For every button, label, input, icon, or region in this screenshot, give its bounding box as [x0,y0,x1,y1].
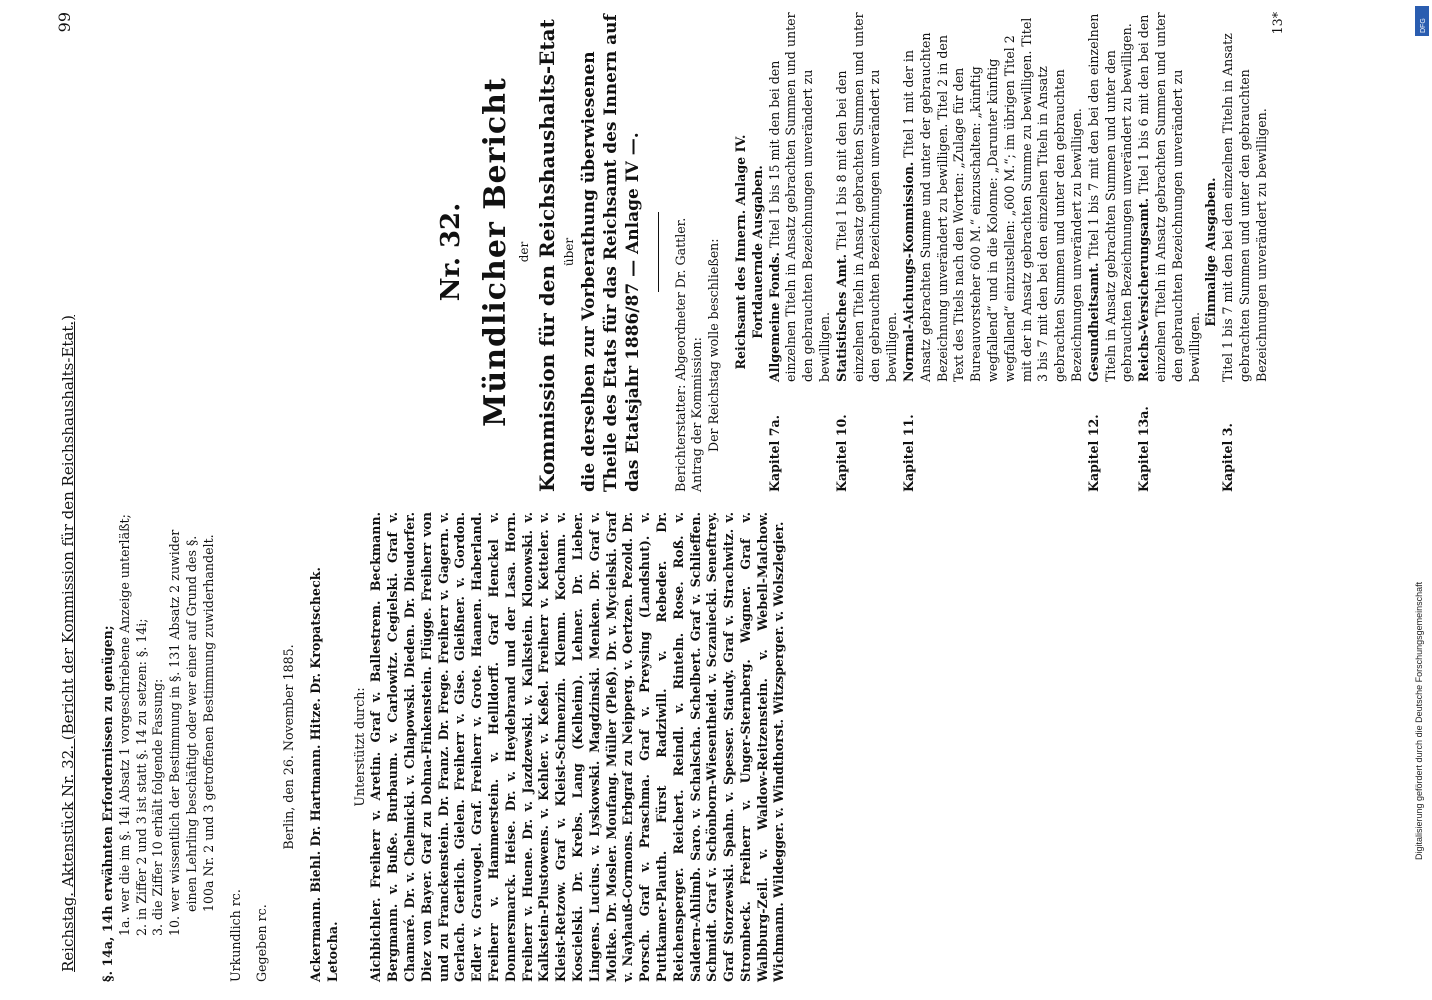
commission-title: Kommission für den Reichshaushalts-Etat [534,19,559,492]
reporter: Berichterstatter: Abgeordneter Dr. Gattler. [672,217,688,492]
item-1a: 1a. wer die im §. 14i Absatz 1 vorgeschriebene Anzeige unterläßt; [116,514,132,936]
supporters-list: Aichbichler. Freiherr v. Aretin. Graf v. Ballestrem. Beckmann. Bergmann. v. Buße. Burbaum. v. Carlowitz. Cegielski. Graf v. Chamaré. Dr. v. Chelmicki. v. Chlapowski. Dieden. Dr. Dieudorfer. Diez von Bayer. Graf zu Dohna-Finkenstein. Flügge. Freiherr von und zu Franckenstein. Dr. Franz. Dr. Frege. Freiherr v. Gagern. v. Gerlach. Gerlich. Gielen. Freiherr v. Gise. Gleißner. v. Gordon. Edler v. Grauvogel. Graf. Freiherr v. Grote. Haanen. Haberland. Freiherr v. Hammerstein. v. Hellldorff. Graf Henckel v. Donnersmarck. Heise. Dr. v. Heydebrand und der Lasa. Horn. Freiherr v. Huene. Dr. v. Jazdzewski. v. Kalkstein. Klonowski. v. Kalkstein-Plustowens. v. Kehler. v. Keßel. Freiherr v. Ketteler. v. Kleist-Retzow. Graf v. Kleist-Schmenzin. Klemm. Kochann. v. Koscielski. Dr. Krebs. Lang (Kelheim). Lehner. Dr. Lieber. Lingens. Lucius. v. Lyskowski. Magdzinski. Menken. Dr. Graf v. Moltke. Dr. Mosler. Moufang. Müller (Pleß). Dr. v. Mycielski. Graf v. Nayhauß-Cormons. Erbgraf zu Neipperg. v. Oertzen. Pezold. Dr. Porsch. Graf v. Praschma. Graf v. Preysing (Landshut). v. Puttkamer-Plauth. Fürst Radziwill. v. Rebeder. Dr. Reichensperger. Reichert. Reindl. v. Rinteln. Rose. Roß. v. Saldern-Ahlimb. Saro. v. Schalscha. Schelbert. Graf v. Schlieffen. Schmidt. Graf v. Schönborn-Wiesentheid. v. Sczaniecki. Seneftrey. Graf Storzewski. Spahn. v. Spesser. Staudy. Graf v. Strachwitz. v. Strombeck. Freiherr v. Unger-Sternberg. Wagner. Graf v. Walbburg-Zeil. v. Waldow-Reitzenstein. v. Webell-Malchow. Wichmann. Wildegger. v. Windthorst. Witzsperger. v. Wolszlegier. [368,512,787,982]
dfg-caption: Digitalisierung gefördert durch die Deutsche Forschungsgemeinschaft [1414,581,1424,860]
ueber-label: über [561,237,576,267]
der-label: der [517,241,531,263]
page-number: 99 [55,12,74,33]
dfg-logo-icon [1415,6,1429,36]
report-number: Nr. 32. [436,202,466,302]
fortdauernde-heading: Fortdauernde Ausgaben. [749,165,765,339]
chapter-12: Kapitel 12. Gesundheitsamt. Titel 1 bis 7 mit den bei den einzelnen Titeln in Ansatz gebrachten Summen und unter den gebrauchten Bezeichnungen unverändert zu bewilligen. [1085,13,1135,492]
right-column [436,12,1287,492]
left-column [100,512,788,982]
signers: Ackermann. Biehl. Dr. Hartmann. Hitze. Dr. Kropatscheck. Letocha. [307,567,340,982]
running-header [55,12,81,972]
section-heading: Reichsamt des Innern. Anlage IV. [732,134,748,370]
item-3: 3. die Ziffer 10 erhält folgende Fassung: [150,678,166,936]
reichstag-resolve: Der Reichstag wolle beschließen: [706,238,722,452]
divider-rule [658,212,659,292]
report-title: Mündlicher Bericht [478,77,513,427]
chapter-7a: Kapitel 7a. Allgemeine Fonds. Titel 1 bis 15 mit den bei den einzelnen Titeln in Ansatz gebrachten Summen und unter den gebrauchten Bezeichnungen unverändert zu bewilligen. [766,12,832,492]
item-10: 10. wer wissentlich der Bestimmung in §. 131 Absatz 2 zuwider einen Lehrling beschäftigt oder wer einer auf Grund des §. 100a Nr. 2 und 3 getroffenen Bestimmung zuwiderhandelt. [167,529,216,936]
chapter-3: Kapitel 3. Titel 1 bis 7 mit den bei den einzelnen Titeln in Ansatz gebrachten Summen und unter den gebrauchten Bezeichnungen unverändert zu bewilligen. [1220,33,1269,492]
chapter-10: Kapitel 10. Statistisches Amt. Titel 1 bis 8 mit den bei den einzelnen Titeln in Ansatz gebrachten Summen und unter den gebrauchten Bezeichnungen unverändert zu bewilligen. [833,12,900,492]
supported-by-label: Unterstützt durch: [351,687,367,807]
report-subject: die derselben zur Vorberathung überwiesenen Theile des Etats für das Reichsamt des Innern auf das Etatsjahr 1886/87 — Anlage IV —. [578,14,643,492]
antrag: Antrag der Kommission: [689,337,705,492]
gegeben: Gegeben rc. [254,904,270,982]
place-date: Berlin, den 26. November 1885. [281,644,297,850]
item-2: 2. in Ziffer 2 und 3 ist statt §. 14 zu setzen: §. 14i; [133,618,149,936]
chapter-13a: Kapitel 13a. Reichs-Versicherungsamt. Titel 1 bis 6 mit den bei den einzelnen Titeln in Ansatz gebrachten Summen und unter den gebrauchten Bezeichnungen unverändert zu bewilligen. [1136,12,1202,492]
chapter-11: Kapitel 11. Normal-Aichungs-Kommission. Titel 1 mit der in Ansatz gebrachten Summe und unter der gebrauchten Bezeichnung unverändert zu bewilligen. Titel 2 in den Text des Titels nach den Worten: „Zulage für den Bureauvorsteher 600 M.“ einzuschalten: „künftig wegfallend“ und in die Kolonne: „Darunter künftig wegfallend“ einzustellen: „600 M.“; im übrigen Titel 2 mit der in Ansatz gebrachten Summe zu bewilligen. Titel 3 bis 7 mit den bei den einzelnen Titeln in Ansatz gebrachten Summen und unter den gebrauchten Bezeichnungen unverändert zu bewilligen. [900,17,1084,492]
svg-text:DFG: DFG [1420,18,1427,33]
left-heading: §. 14a, 14h erwähnten Erfordernissen zu genügen; [100,625,115,982]
signature-mark: 13* [1270,12,1286,35]
header-title: Reichstag. Aktenstück Nr. 32. (Bericht der Kommission für den Reichshaushalts-Etat.) [59,314,77,972]
dfg-logo [1415,6,1429,36]
urkundlich: Urkundlich rc. [227,889,243,982]
einmalige-heading: Einmalige Ausgaben. [1203,177,1219,327]
